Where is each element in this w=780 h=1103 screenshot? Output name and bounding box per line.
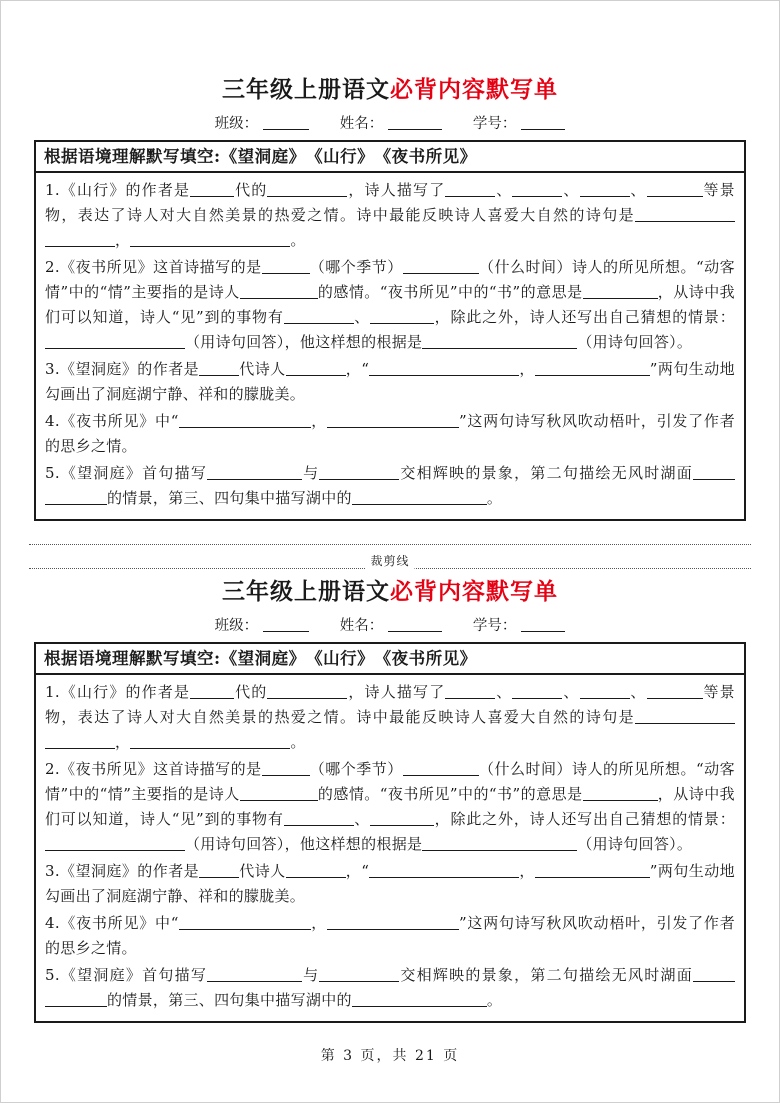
answer-blank (207, 969, 302, 982)
title-course-part: 三年级上册语文 (222, 579, 390, 605)
name-label: 姓名： (339, 618, 384, 634)
answer-blank (267, 184, 347, 197)
student-number-blank (521, 116, 565, 130)
answer-blank (327, 917, 459, 930)
question-item: 1.《山行》的作者是 代的 ，诗人描写了 、 、 、 等景物，表达了诗人对大自然美景的热爱之情。诗中最能反映诗人喜爱大自然的诗句是， 。 (45, 683, 735, 751)
answer-blank (190, 686, 234, 699)
page-footer (1, 1045, 779, 1065)
question-item: 5.《望洞庭》首句描写 与 交相辉映的景象，第二句描绘无风时湖面的情景，第三、四句集中描写湖中的 。 (45, 963, 735, 1013)
answer-blank (199, 865, 239, 878)
answer-blank (403, 763, 479, 776)
title-highlight-part: 必背内容默写单 (390, 77, 558, 103)
cut-line-bottom-rule (29, 554, 751, 569)
answer-blank (369, 363, 519, 376)
student-number-field (473, 116, 566, 132)
question-item: 4.《夜书所见》中“ ， ”这两句诗写秋风吹动梧叶，引发了作者的思乡之情。 (45, 914, 736, 957)
worksheet-copy-2 (1, 577, 779, 1023)
answer-blank (240, 286, 318, 299)
worksheet-copy-1 (1, 75, 779, 521)
answer-blank (369, 865, 519, 878)
answer-blank (284, 311, 354, 324)
answer-blank (207, 467, 302, 480)
answer-blank (535, 363, 650, 376)
title-course-part: 三年级上册语文 (222, 77, 390, 103)
answer-blank (286, 865, 346, 878)
question-item: 5.《望洞庭》首句描写 与 交相辉映的景象，第二句描绘无风时湖面的情景，第三、四句集中描写湖中的 。 (45, 461, 735, 511)
name-blank (388, 116, 442, 130)
section-header: 根据语境理解默写填空:《望洞庭》 《山行》 《夜书所见》 (36, 644, 744, 675)
answer-blank (422, 838, 577, 851)
answer-blank (352, 994, 487, 1007)
answer-blank (45, 234, 115, 247)
answer-blank (370, 813, 434, 826)
answer-blank (635, 711, 735, 724)
question-box (34, 140, 746, 521)
answer-blank (635, 209, 735, 222)
answer-blank (45, 838, 185, 851)
answer-blank (580, 184, 630, 197)
question-box (34, 642, 746, 1023)
cut-line-top-rule (29, 544, 751, 545)
question-item: 3.《望洞庭》的作者是 代诗人 ，“ ， ”两句生动地勾画出了洞庭湖宁静、祥和的朦胧美。 (45, 862, 735, 905)
answer-blank (130, 234, 290, 247)
page-indicator: 第 3 页，共 21 页 (320, 1048, 460, 1064)
answer-blank (45, 336, 185, 349)
answer-blank (693, 969, 735, 982)
answer-blank (583, 788, 658, 801)
questions-list (36, 173, 744, 519)
answer-blank (535, 865, 650, 878)
answer-blank (179, 415, 311, 428)
answer-blank (179, 917, 311, 930)
class-label: 班级： (214, 618, 259, 634)
student-info-line (1, 114, 779, 134)
worksheet-title (1, 75, 779, 105)
answer-blank (267, 686, 347, 699)
name-field (340, 116, 443, 132)
cut-line (29, 544, 751, 569)
name-blank (388, 618, 442, 632)
name-field (340, 618, 443, 634)
worksheet-title (1, 577, 779, 607)
answer-blank (262, 261, 310, 274)
answer-blank (445, 184, 495, 197)
answer-blank (240, 788, 318, 801)
question-item: 3.《望洞庭》的作者是 代诗人 ，“ ， ”两句生动地勾画出了洞庭湖宁静、祥和的朦胧美。 (45, 360, 735, 403)
answer-blank (319, 969, 399, 982)
answer-blank (512, 184, 562, 197)
student-number-label: 学号： (472, 618, 517, 634)
questions-list (36, 675, 744, 1021)
question-item: 2.《夜书所见》这首诗描写的是 （哪个季节） （什么时间）诗人的所见所想。“动客情”中的“情”主要指的是诗人 的感情。“夜书所见”中的“书”的意思是 ，从诗中我们可以知道，诗人“见”到的事物有 、 ，除此之外，诗人还写出自己猜想的情景：（用诗句回答），他这样想的根据是 （用诗句回答）。 (45, 258, 736, 351)
class-field (215, 618, 310, 634)
answer-blank (445, 686, 495, 699)
cut-line-label: 裁剪线 (365, 552, 414, 569)
answer-blank (190, 184, 234, 197)
class-blank (263, 618, 309, 632)
class-blank (263, 116, 309, 130)
answer-blank (422, 336, 577, 349)
class-label: 班级： (214, 116, 259, 132)
answer-blank (45, 492, 107, 505)
title-highlight-part: 必背内容默写单 (390, 579, 558, 605)
name-label: 姓名： (339, 116, 384, 132)
answer-blank (403, 261, 479, 274)
class-field (215, 116, 310, 132)
answer-blank (199, 363, 239, 376)
student-number-field (473, 618, 566, 634)
student-info-line (1, 616, 779, 636)
section-header: 根据语境理解默写填空:《望洞庭》 《山行》 《夜书所见》 (36, 142, 744, 173)
answer-blank (130, 736, 290, 749)
answer-blank (327, 415, 459, 428)
question-item: 2.《夜书所见》这首诗描写的是 （哪个季节） （什么时间）诗人的所见所想。“动客情”中的“情”主要指的是诗人 的感情。“夜书所见”中的“书”的意思是 ，从诗中我们可以知道，诗人“见”到的事物有 、 ，除此之外，诗人还写出自己猜想的情景：（用诗句回答），他这样想的根据是 （用诗句回答）。 (45, 760, 736, 853)
question-item: 1.《山行》的作者是 代的 ，诗人描写了 、 、 、 等景物，表达了诗人对大自然美景的热爱之情。诗中最能反映诗人喜爱大自然的诗句是， 。 (45, 181, 735, 249)
student-number-label: 学号： (472, 116, 517, 132)
student-number-blank (521, 618, 565, 632)
answer-blank (284, 813, 354, 826)
question-item: 4.《夜书所见》中“ ， ”这两句诗写秋风吹动梧叶，引发了作者的思乡之情。 (45, 412, 736, 455)
answer-blank (352, 492, 487, 505)
answer-blank (370, 311, 434, 324)
answer-blank (319, 467, 399, 480)
answer-blank (45, 736, 115, 749)
answer-blank (262, 763, 310, 776)
answer-blank (583, 286, 658, 299)
answer-blank (512, 686, 562, 699)
answer-blank (286, 363, 346, 376)
answer-blank (647, 184, 703, 197)
answer-blank (45, 994, 107, 1007)
answer-blank (693, 467, 735, 480)
answer-blank (580, 686, 630, 699)
answer-blank (647, 686, 703, 699)
